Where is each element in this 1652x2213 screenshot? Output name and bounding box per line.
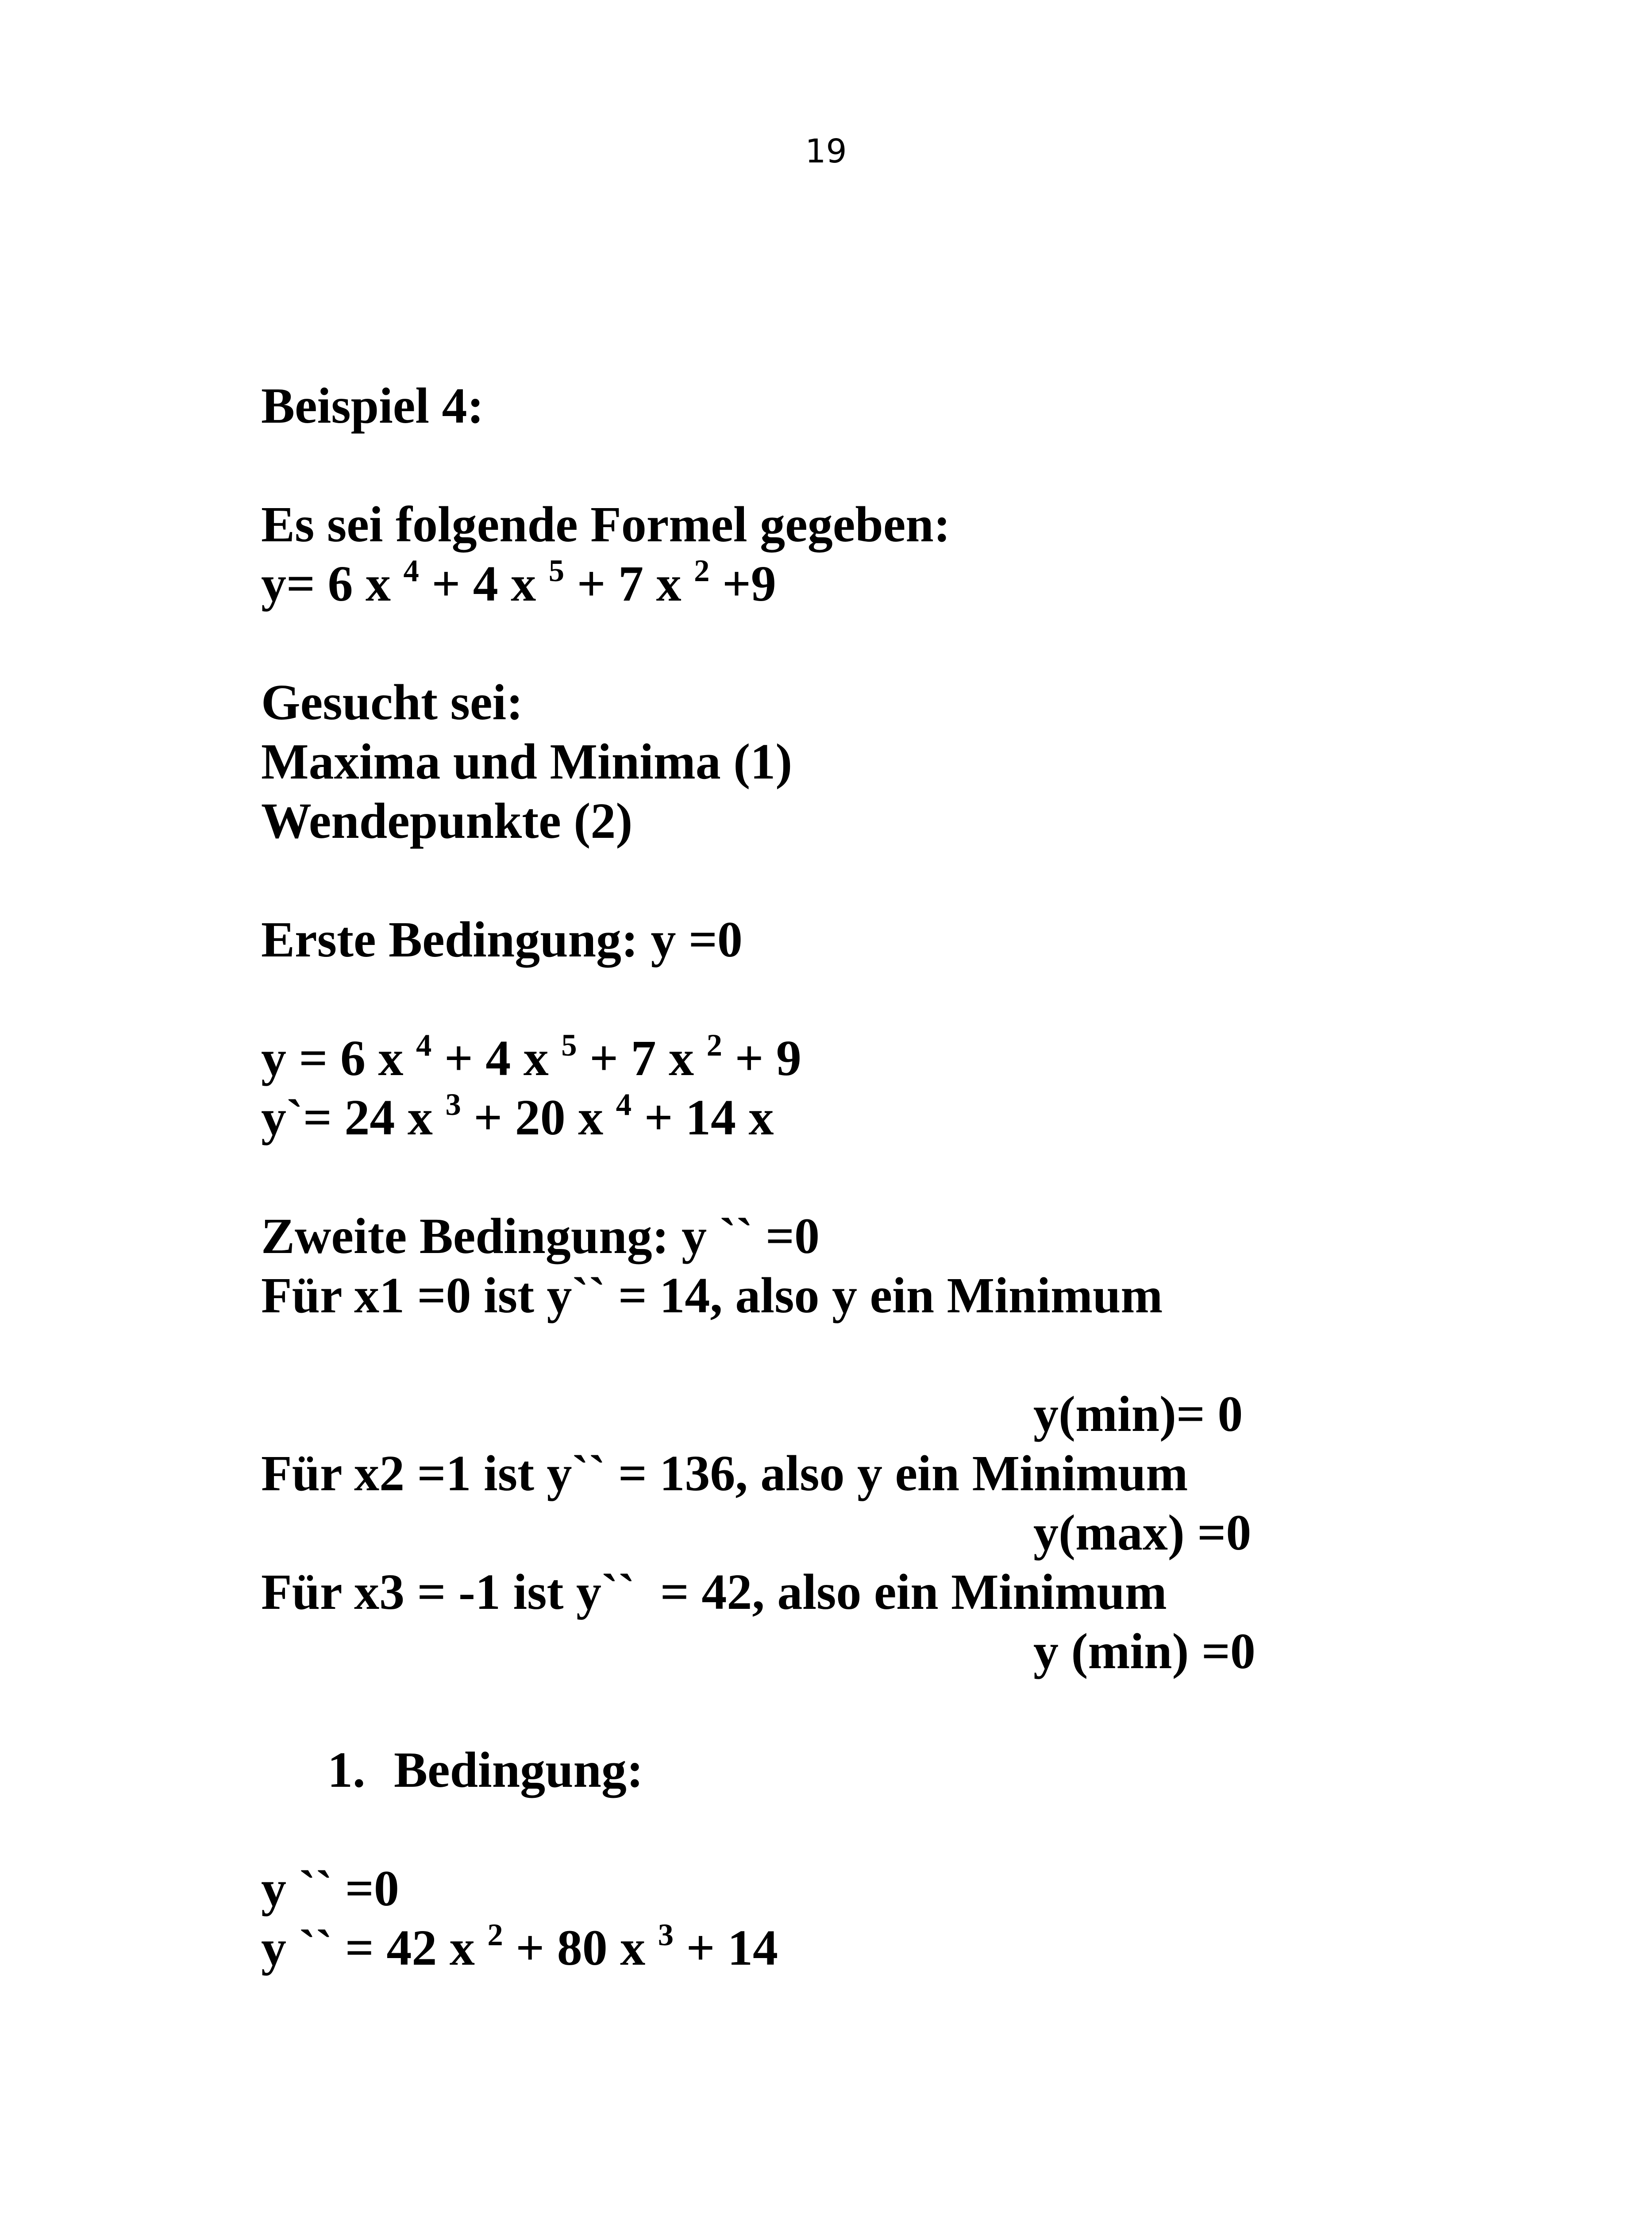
case-x1: Für x1 =0 ist y`` = 14, also y ein Minimum <box>261 1267 1163 1323</box>
sought-label: Gesucht sei: <box>261 674 524 730</box>
case-x2: Für x2 =1 ist y`` = 136, also y ein Minimum <box>261 1445 1188 1501</box>
first-condition: Erste Bedingung: y =0 <box>261 911 743 968</box>
case-x2-result: y(max) =0 <box>1033 1504 1252 1561</box>
case-x1-result: y(min)= 0 <box>1033 1386 1243 1442</box>
case-x3: Für x3 = -1 ist y`` = 42, also ein Minimum <box>261 1564 1167 1620</box>
given-formula: y= 6 x $^4$ + 4 x $^5$ + 7 x $^2$ +9 <box>261 554 776 612</box>
spacer <box>261 436 1589 495</box>
case-x3-result: y (min) =0 <box>1033 1623 1255 1679</box>
spacer <box>261 969 1589 1029</box>
example-heading: Beispiel 4: <box>261 378 484 434</box>
spacer <box>261 1681 1589 1740</box>
function-line: y = 6 x $^4$ + 4 x $^5$ + 7 x $^2$ + 9 <box>261 1028 801 1086</box>
spacer <box>261 1147 1589 1207</box>
sought-item-extrema: Maxima und Minima (1) <box>261 733 793 790</box>
sought-item-inflection: Wendepunkte (2) <box>261 793 633 849</box>
spacer <box>261 613 1589 673</box>
second-condition: Zweite Bedingung: y `` =0 <box>261 1208 820 1264</box>
list-marker: 1. <box>327 1742 366 1798</box>
list-item-text: Bedingung: <box>394 1742 643 1798</box>
spacer <box>261 1325 1589 1384</box>
first-derivative-line: y`= 24 x $^3$ + 20 x $^4$ + 14 x <box>261 1087 774 1145</box>
numbered-list-item <box>261 1740 1589 1800</box>
intro-text: Es sei folgende Formel gegeben: <box>261 496 951 552</box>
document-body <box>261 376 1589 1978</box>
second-derivative-line: y `` = 42 x $^2$ + 80 x $^3$ + 14 <box>261 1918 778 1976</box>
second-derivative-condition: y `` =0 <box>261 1860 399 1916</box>
spacer <box>261 1800 1589 1859</box>
spacer <box>261 851 1589 910</box>
page-number: 19 <box>805 132 847 170</box>
